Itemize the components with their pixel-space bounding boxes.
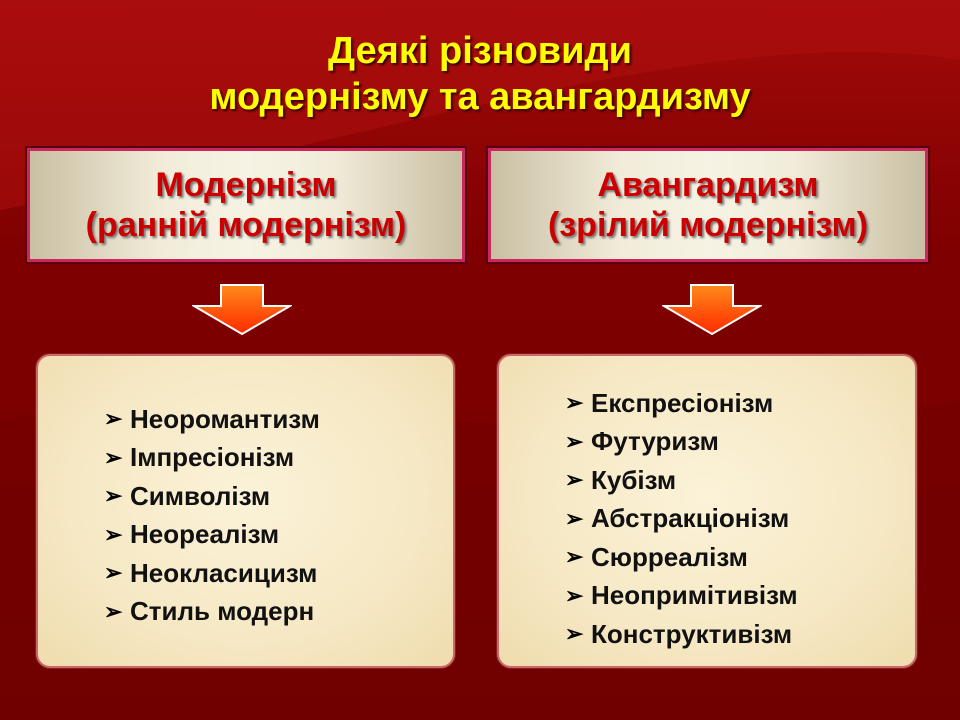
arrow-bullet-icon: ➢ bbox=[565, 582, 584, 608]
list-item-label: Неоромантизм bbox=[130, 403, 320, 434]
arrow-bullet-icon: ➢ bbox=[565, 467, 584, 493]
list-item bbox=[104, 554, 320, 593]
list-item bbox=[104, 477, 320, 516]
list-item bbox=[104, 593, 320, 632]
arrow-bullet-icon: ➢ bbox=[104, 598, 123, 624]
arrow-bullet-icon: ➢ bbox=[565, 621, 584, 647]
modernism-list bbox=[104, 400, 320, 631]
modernism-list-box bbox=[36, 354, 455, 668]
title-line-1: Деякі різновиди bbox=[328, 30, 632, 72]
arrow-bullet-icon: ➢ bbox=[565, 505, 584, 531]
list-item bbox=[104, 439, 320, 478]
list-item bbox=[565, 500, 798, 539]
avantgarde-list bbox=[565, 384, 798, 654]
list-item bbox=[565, 461, 798, 500]
list-item-label: Символізм bbox=[130, 480, 271, 511]
list-item bbox=[565, 577, 798, 616]
header-avantgarde bbox=[488, 148, 928, 262]
header-modernism bbox=[27, 148, 465, 262]
list-item-label: Неопримітивізм bbox=[591, 580, 798, 611]
list-item-label: Стиль модерн bbox=[130, 596, 315, 627]
arrow-bullet-icon: ➢ bbox=[104, 406, 123, 432]
header-avantgarde-subtitle: (зрілий модернізм) bbox=[547, 206, 869, 244]
arrow-bullet-icon: ➢ bbox=[104, 521, 123, 547]
list-item bbox=[565, 615, 798, 654]
list-item-label: Експресіонізм bbox=[591, 387, 774, 418]
header-modernism-subtitle: (ранній модернізм) bbox=[85, 206, 407, 244]
list-item-label: Абстракціонізм bbox=[591, 503, 790, 534]
arrow-bullet-icon: ➢ bbox=[104, 444, 123, 470]
list-item-label: Імпресіонізм bbox=[130, 442, 295, 473]
header-modernism-title: Модернізм bbox=[155, 166, 337, 204]
list-item-label: Конструктивізм bbox=[591, 618, 793, 649]
down-arrow-icon bbox=[192, 284, 292, 336]
arrow-bullet-icon: ➢ bbox=[565, 544, 584, 570]
down-arrow-icon bbox=[662, 284, 762, 336]
title-line-2: модернізму та авангардизму bbox=[209, 76, 751, 118]
header-avantgarde-title: Авангардизм bbox=[597, 166, 819, 204]
list-item bbox=[565, 423, 798, 462]
list-item bbox=[104, 400, 320, 439]
arrow-bullet-icon: ➢ bbox=[565, 390, 584, 416]
list-item-label: Сюрреалізм bbox=[591, 541, 748, 572]
arrow-bullet-icon: ➢ bbox=[565, 428, 584, 454]
list-item-label: Неореалізм bbox=[130, 519, 280, 550]
list-item bbox=[104, 516, 320, 555]
slide-title bbox=[0, 28, 960, 120]
list-item bbox=[565, 384, 798, 423]
list-item-label: Кубізм bbox=[591, 464, 677, 495]
list-item-label: Неокласицизм bbox=[130, 557, 318, 588]
list-item bbox=[565, 538, 798, 577]
arrow-bullet-icon: ➢ bbox=[104, 483, 123, 509]
avantgarde-list-box bbox=[497, 354, 917, 668]
list-item-label: Футуризм bbox=[591, 426, 719, 457]
arrow-bullet-icon: ➢ bbox=[104, 560, 123, 586]
